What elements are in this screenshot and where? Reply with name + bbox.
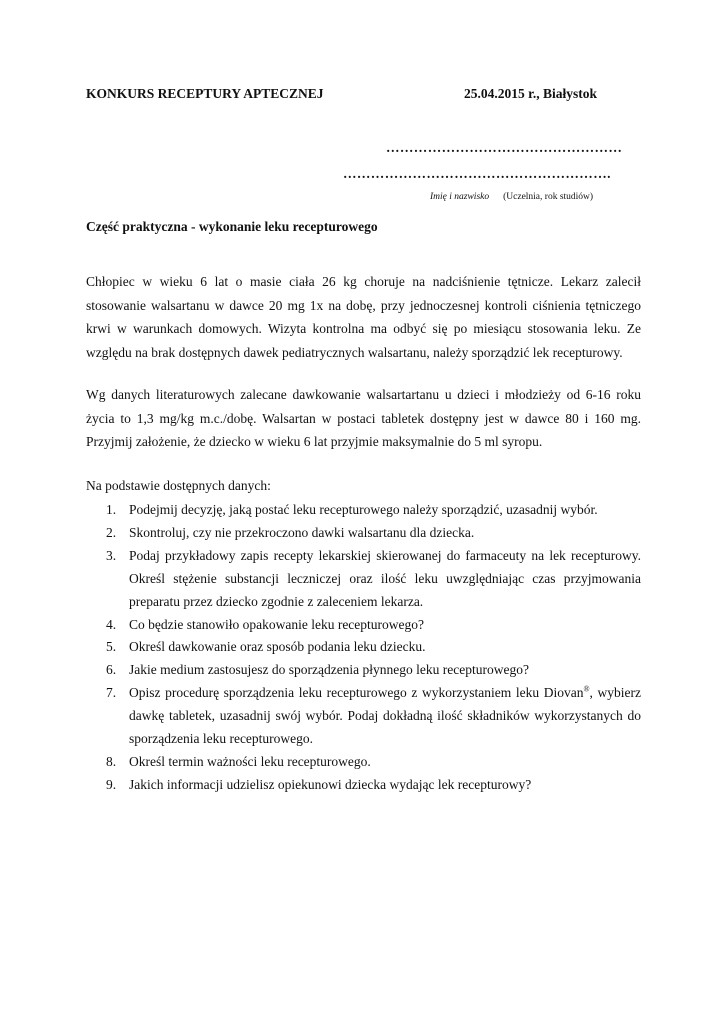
list-item-text-start: Opisz procedurę sporządzenia leku recepturowego z wykorzystaniem leku Diovan bbox=[129, 685, 584, 701]
list-item-text: Podaj przykładowy zapis recepty lekarskiej skierowanej do farmaceuty na lek recepturowy. Określ stężenie substancji leczniczej oraz ilość leku uwzględniając czas przyjmowania preparatu przez dziecko zgodnie z zaleceniem lekarza. bbox=[129, 547, 641, 609]
registered-mark: ® bbox=[583, 684, 590, 694]
list-item bbox=[86, 774, 641, 797]
section-title: Część praktyczna - wykonanie leku recepturowego bbox=[86, 219, 378, 234]
list-item-number: 3. bbox=[106, 547, 117, 563]
list-item-text-end: , wybierz dawkę tabletek, uzasadnij swój wybór. Podaj dokładną ilość składników wykorzystanych do sporządzenia leku recepturowego. bbox=[129, 685, 641, 747]
list-item-text: Określ termin ważności leku recepturowego. bbox=[129, 753, 371, 769]
document-header bbox=[86, 86, 640, 102]
list-item bbox=[86, 545, 641, 614]
list-item-number: 4. bbox=[106, 616, 117, 632]
list-item-number: 2. bbox=[106, 524, 117, 540]
list-item bbox=[86, 682, 641, 751]
list-item bbox=[86, 659, 641, 682]
signature-caption bbox=[430, 192, 593, 202]
contest-title: KONKURS RECEPTURY APTECZNEJ bbox=[86, 86, 324, 101]
signature-line-2: …………………………………………………. bbox=[343, 166, 611, 181]
signature-line-1: …………………………………………… bbox=[386, 140, 623, 155]
list-item-text: Jakich informacji udzielisz opiekunowi dziecka wydając lek recepturowy? bbox=[129, 776, 532, 792]
list-item-text: Określ dawkowanie oraz sposób podania leku dziecku. bbox=[129, 639, 426, 655]
list-item-text: Co będzie stanowiło opakowanie leku recepturowego? bbox=[129, 616, 425, 632]
name-label: Imię i nazwisko bbox=[430, 192, 490, 202]
case-description-paragraph: Chłopiec w wieku 6 lat o masie ciała 26 kg choruje na nadciśnienie tętnicze. Lekarz zalecił stosowanie walsartanu w dawce 20 mg 1x na dobę, przy jednoczesnej kontroli ciśnienia tętniczego krwi w warunkach domowych. Wizyta kontrolna ma odbyć się po miesiącu stosowania leku. Ze względu na brak dostępnych dawek pediatrycznych walsartanu, należy sporządzić lek recepturowy. bbox=[86, 274, 641, 360]
dosage-info-paragraph: Wg danych literaturowych zalecane dawkowanie walsartartanu u dzieci i młodzieży od 6-16 roku życia to 1,3 mg/kg m.c./dobę. Walsartan w postaci tabletek dostępny jest w dawce 80 i 160 mg. Przyjmij założenie, że dziecko w wieku 6 lat przyjmie maksymalnie do 5 ml syropu. bbox=[86, 387, 641, 449]
date-place: 25.04.2015 r., Białystok bbox=[464, 86, 598, 101]
list-intro: Na podstawie dostępnych danych: bbox=[86, 478, 271, 493]
list-item bbox=[86, 614, 641, 637]
list-item bbox=[86, 499, 641, 522]
list-item bbox=[86, 636, 641, 659]
list-item-number: 7. bbox=[106, 685, 117, 701]
list-item-text: Podejmij decyzję, jaką postać leku recepturowego należy sporządzić, uzasadnij wybór. bbox=[129, 502, 598, 517]
list-item bbox=[86, 522, 641, 545]
school-label: (Uczelnia, rok studiów) bbox=[503, 192, 594, 202]
list-item-text: Jakie medium zastosujesz do sporządzenia płynnego leku recepturowego? bbox=[129, 662, 529, 678]
list-item-number: 6. bbox=[106, 662, 117, 678]
list-item bbox=[86, 751, 641, 774]
list-item-number: 9. bbox=[106, 776, 117, 792]
list-item-number: 5. bbox=[106, 639, 117, 655]
list-item-number: 8. bbox=[106, 753, 117, 769]
task-list bbox=[86, 499, 641, 797]
list-item-number: 1. bbox=[106, 502, 117, 517]
list-item-text: Skontroluj, czy nie przekroczono dawki walsartanu dla dziecka. bbox=[129, 524, 475, 540]
